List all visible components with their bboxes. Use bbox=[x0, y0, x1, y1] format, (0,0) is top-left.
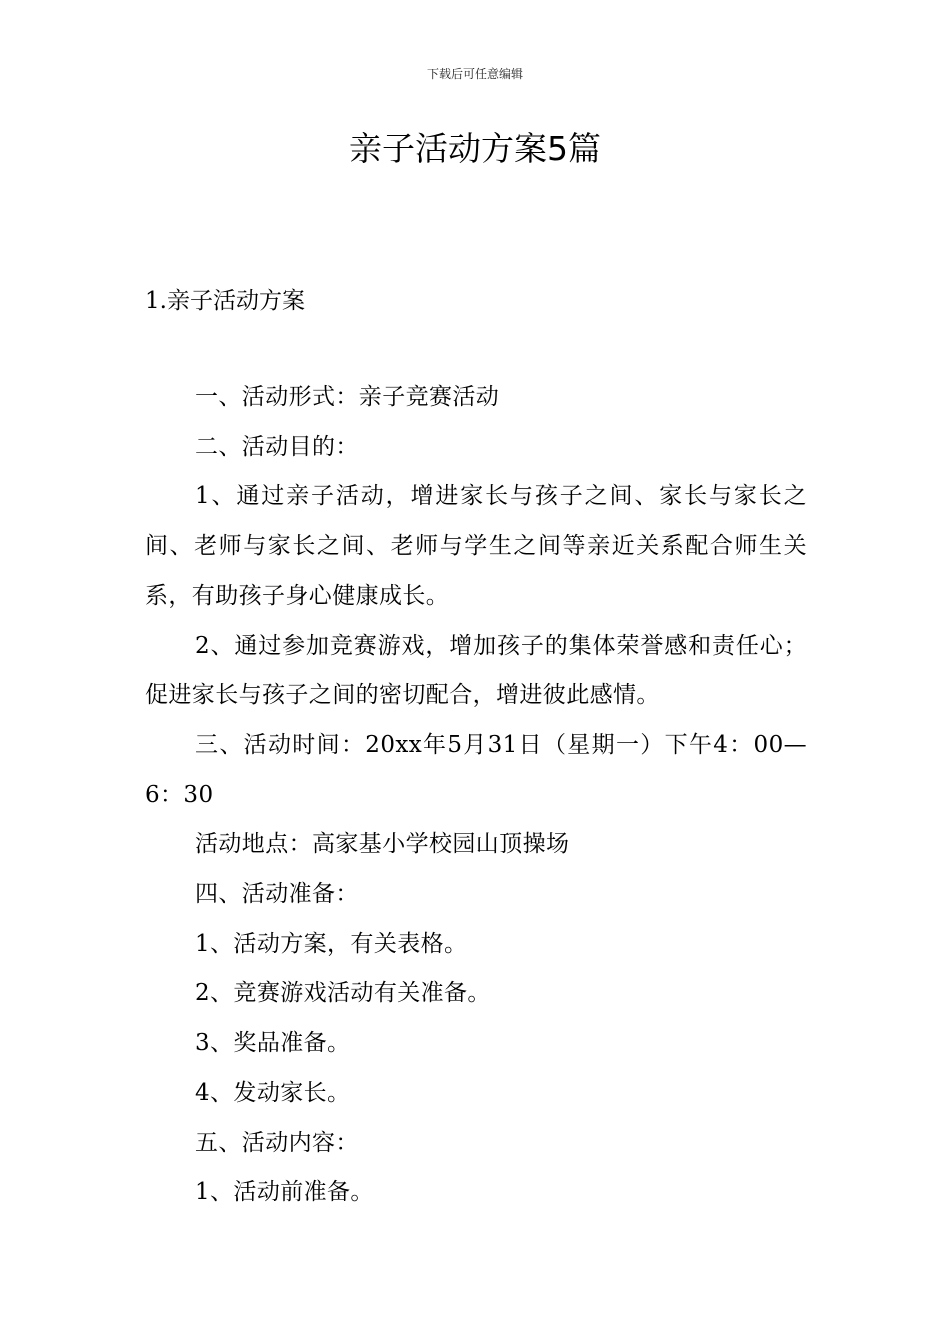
paragraph-activity-time: 三、活动时间：20xx年5月31日（星期一）下午4：00—6：30 bbox=[145, 731, 807, 808]
section-heading: 1.亲子活动方案 bbox=[145, 288, 305, 314]
document-title: 亲子活动方案5篇 bbox=[349, 129, 601, 168]
paragraph-preparation-1: 1、活动方案，有关表格。 bbox=[195, 930, 468, 957]
paragraph-content-1: 1、活动前准备。 bbox=[195, 1179, 374, 1206]
header-note: 下载后可任意编辑 bbox=[426, 67, 523, 81]
paragraph-activity-purpose-heading: 二、活动目的： bbox=[195, 433, 359, 460]
paragraph-preparation-4: 4、发动家长。 bbox=[195, 1079, 351, 1106]
document-body bbox=[145, 373, 807, 1218]
paragraph-preparation-heading: 四、活动准备： bbox=[195, 881, 359, 908]
paragraph-preparation-3: 3、奖品准备。 bbox=[195, 1030, 351, 1057]
paragraph-purpose-2: 2、通过参加竞赛游戏，增加孩子的集体荣誉感和责任心；促进家长与孩子之间的密切配合，增进彼此感情。 bbox=[145, 632, 807, 709]
paragraph-activity-location: 活动地点：高家基小学校园山顶操场 bbox=[195, 831, 570, 858]
paragraph-activity-form: 一、活动形式：亲子竞赛活动 bbox=[195, 384, 500, 410]
paragraph-purpose-1: 1、通过亲子活动，增进家长与孩子之间、家长与家长之间、老师与家长之间、老师与学生之间等亲近关系配合师生关系，有助孩子身心健康成长。 bbox=[145, 483, 807, 609]
paragraph-content-heading: 五、活动内容： bbox=[195, 1129, 359, 1156]
paragraph-preparation-2: 2、竞赛游戏活动有关准备。 bbox=[195, 980, 491, 1007]
